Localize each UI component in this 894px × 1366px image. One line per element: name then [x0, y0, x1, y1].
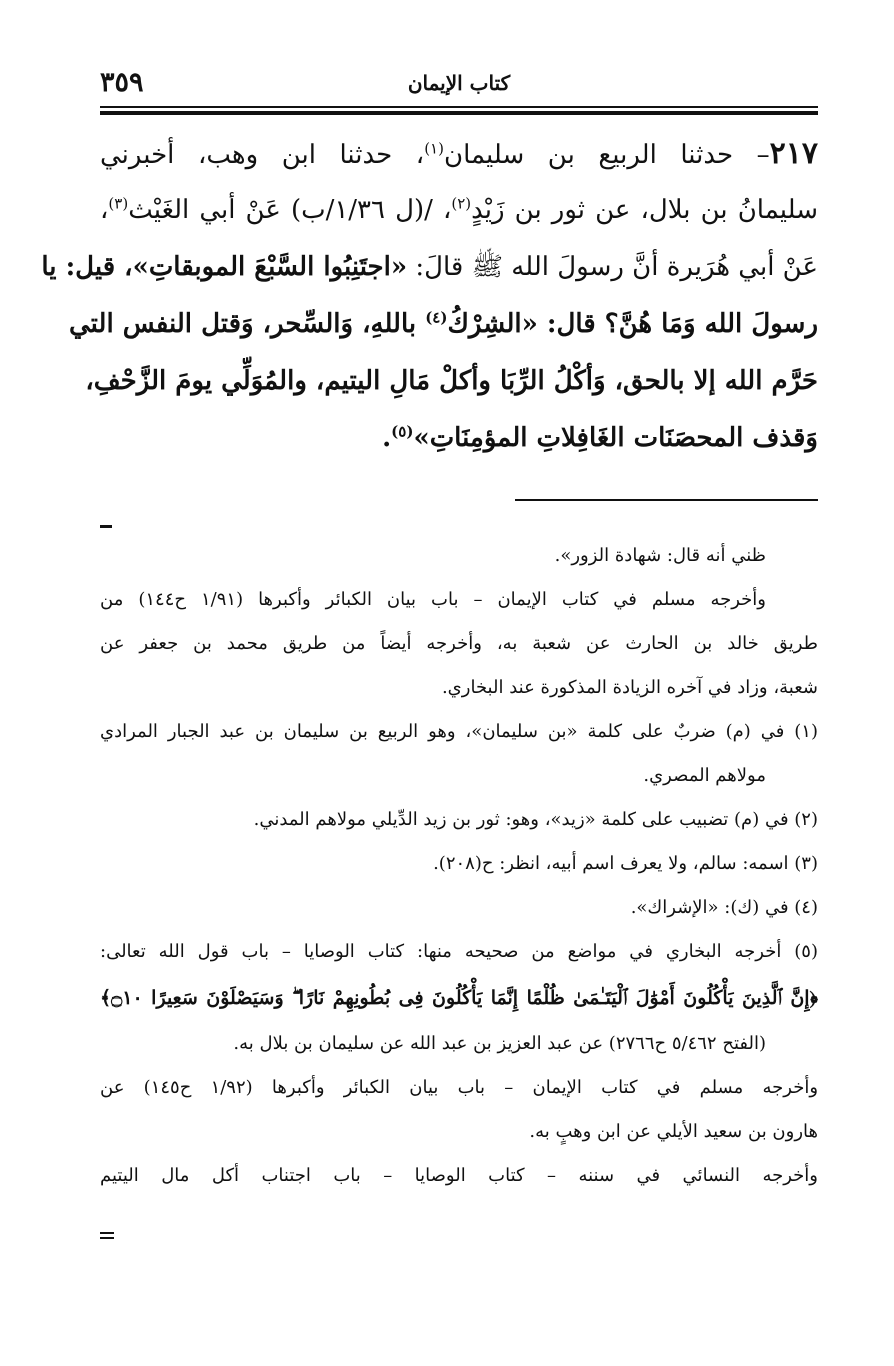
page-header	[100, 66, 818, 102]
footnote-1-cont: مولاهم المصري.	[643, 765, 766, 786]
hadith-line-3	[41, 239, 818, 296]
hadith-text-span: – حدثنا الربيع بن سليمان	[443, 140, 770, 170]
footnote-ref-1: (١)	[424, 139, 444, 158]
footnote-continued-line: طريق خالد بن الحارث عن شعبة به، وأخرجه أيضاً من طريق محمد بن جعفر عن	[100, 633, 818, 654]
footnote-4: (٤) في (ك): «الإشراك».	[630, 897, 818, 918]
footnote-continued-line: ظني أنه قال: شهادة الزور».	[554, 545, 766, 566]
continuation-mark-bottom	[100, 1237, 114, 1239]
hadith-line-2	[100, 182, 818, 239]
hadith-number: ٢١٧	[769, 136, 818, 171]
footnotes	[100, 534, 818, 1198]
hadith-text	[41, 125, 818, 467]
hadith-text-span: ، /(ل ١/٣٦/ب) عَنْ أبي الغَيْث	[128, 195, 452, 225]
footnote-separator	[515, 499, 818, 501]
hadith-line-5	[85, 353, 818, 410]
prophetic-text: «اجتَنِبُوا السَّبْعَ الموبقاتِ»، قيل: يا	[41, 252, 408, 282]
footnote-ref-2: (٢)	[451, 194, 472, 213]
hadith-text-span: .	[382, 423, 392, 453]
running-title: كتاب الإيمان	[407, 71, 511, 95]
footnote-5: (٥) أخرجه البخاري في مواضع من صحيحه منها: كتاب الوصايا – باب قول الله تعالى:	[100, 941, 818, 962]
page-number: ٣٥٩	[100, 67, 144, 98]
footnote-5-cont: هارون بن سعيد الأيلي عن ابن وهبٍ به.	[529, 1121, 818, 1142]
prophetic-text: حَرَّم الله إلا بالحق، وَأكْلُ الرِّبَا وأكلْ مَالِ اليتيم، والمُوَلِّي يومَ الزَّحْفِ،	[85, 366, 818, 396]
continuation-mark	[100, 525, 112, 528]
footnote-3: (٣) اسمه: سالم، ولا يعرف اسم أبيه، انظر: ح(٢٠٨).	[433, 853, 818, 874]
footnote-ref-3: (٣)	[108, 194, 129, 213]
header-rule-thin	[100, 106, 818, 108]
footnote-5-cont: وأخرجه النسائي في سننه – كتاب الوصايا – باب اجتناب أكل مال اليتيم	[100, 1165, 818, 1186]
footnote-continued-line: شعبة، وزاد في آخره الزيادة المذكورة عند البخاري.	[441, 677, 818, 698]
footnote-2: (٢) في (م) تضبيب على كلمة «زيد»، وهو: ثور بن زيد الدِّيلي مولاهم المدني.	[253, 809, 818, 830]
hadith-text-span: ،	[100, 195, 109, 225]
hadith-line-1	[100, 125, 818, 182]
footnote-5-cont: وأخرجه مسلم في كتاب الإيمان – باب بيان الكبائر وأكبرها (١/٩٢ ح١٤٥) عن	[100, 1077, 819, 1098]
prophetic-text: وَقذف المحصَنَات الغَافِلاتِ المؤمِنَاتِ»	[413, 423, 818, 453]
footnote-1: (١) في (م) ضربٌ على كلمة «بن سليمان»، وهو الربيع بن سليمان بن عبد الجبار المرادي	[100, 721, 818, 742]
hadith-line-4	[69, 296, 818, 353]
prophetic-text: باللهِ، وَالسِّحر، وَقتل النفس التي	[69, 309, 426, 339]
hadith-text-span: عَنْ أبي هُرَيرة أنَّ رسولَ الله ﷺ قالَ:	[407, 252, 818, 282]
footnote-ref-5: (٥)	[391, 422, 414, 441]
prophetic-text: رسولَ الله وَمَا هُنَّ؟ قال: «الشِرْكُ	[447, 309, 818, 339]
continuation-mark-bottom	[100, 1232, 114, 1234]
footnote-continued-line: وأخرجه مسلم في كتاب الإيمان – باب بيان الكبائر وأكبرها (١/٩١ ح١٤٤) من	[100, 589, 766, 610]
hadith-text-span: ، حدثنا ابن وهب، أخبرني	[100, 140, 425, 170]
quran-verse: ﴿إِنَّ ٱلَّذِينَ يَأْكُلُونَ أَمْوَٰلَ ٱلْيَتَـٰمَىٰ ظُلْمًا إِنَّمَا يَأْكُلُونَ فِى بُطُونِهِمْ نَارًا ۖ وَسَيَصْلَوْنَ سَعِيرًا ۝١٠﴾	[100, 987, 818, 1009]
hadith-text-span: سليمانُ بن بلال، عن ثور بن زَيْدٍ	[471, 195, 818, 225]
footnote-5-cont: (الفتح ٥/٤٦٢ ح٢٧٦٦) عن عبد العزيز بن عبد الله عن سليمان بن بلال به.	[233, 1033, 766, 1054]
footnote-ref-4: (٤)	[425, 308, 448, 327]
header-rule-thick	[100, 111, 818, 115]
hadith-line-6	[100, 410, 818, 467]
